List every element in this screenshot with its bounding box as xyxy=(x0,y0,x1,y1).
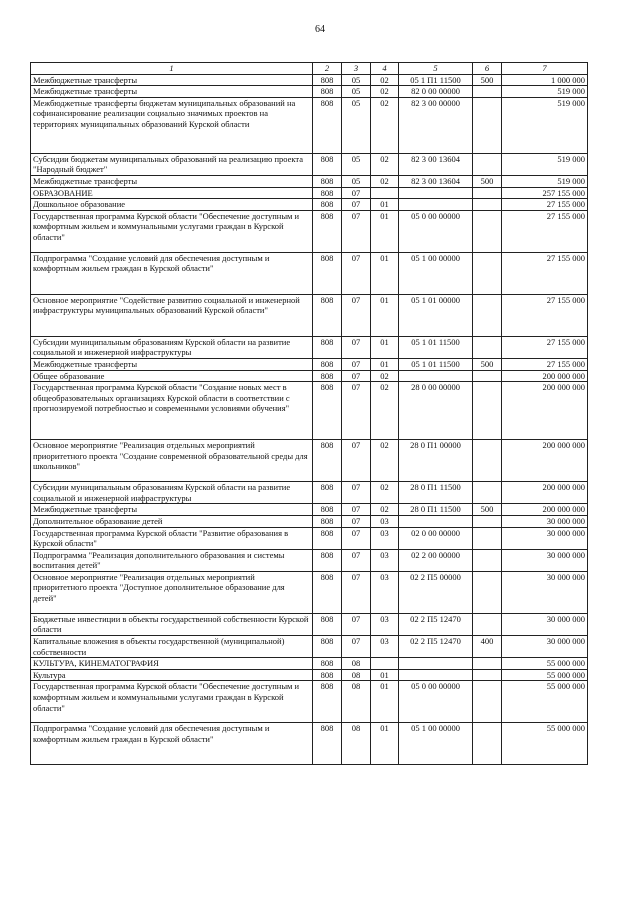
ministry-code-cell: 808 xyxy=(313,440,342,482)
row-name-cell: Основное мероприятие "Реализация отдельных мероприятий приоритетного проекта "Создание современной образовательной среды для школьников" xyxy=(31,440,313,482)
ministry-code-cell: 808 xyxy=(313,636,342,658)
subsection-cell: 02 xyxy=(371,97,399,153)
row-name-cell: Подпрограмма "Создание условий для обеспечения доступным и комфортным жильем граждан в Курской области" xyxy=(31,252,313,294)
table-row xyxy=(31,658,588,670)
row-name-cell: КУЛЬТУРА, КИНЕМАТОГРАФИЯ xyxy=(31,658,313,670)
subsection-cell: 03 xyxy=(371,549,399,571)
target-article-cell: 28 0 00 00000 xyxy=(399,382,473,440)
expense-type-cell xyxy=(473,613,502,635)
table-row xyxy=(31,482,588,504)
amount-cell: 200 000 000 xyxy=(502,482,588,504)
column-header: 2 xyxy=(313,63,342,75)
amount-cell: 200 000 000 xyxy=(502,504,588,516)
table-row xyxy=(31,336,588,358)
amount-cell: 30 000 000 xyxy=(502,527,588,549)
subsection-cell: 03 xyxy=(371,571,399,613)
column-header: 6 xyxy=(473,63,502,75)
table-row xyxy=(31,86,588,98)
ministry-code-cell: 808 xyxy=(313,175,342,187)
amount-cell: 55 000 000 xyxy=(502,669,588,681)
table-row xyxy=(31,440,588,482)
table-row xyxy=(31,613,588,635)
amount-cell: 27 155 000 xyxy=(502,199,588,211)
row-name-cell: Субсидии муниципальным образованиям Курской области на развитие социальной и инженерной инфраструктуры xyxy=(31,482,313,504)
amount-cell: 30 000 000 xyxy=(502,571,588,613)
target-article-cell: 28 0 П1 11500 xyxy=(399,482,473,504)
subsection-cell: 03 xyxy=(371,613,399,635)
amount-cell: 30 000 000 xyxy=(502,636,588,658)
row-name-cell: Государственная программа Курской области "Развитие образования в Курской области" xyxy=(31,527,313,549)
subsection-cell: 02 xyxy=(371,440,399,482)
section-cell: 07 xyxy=(342,571,371,613)
table-row xyxy=(31,358,588,370)
target-article-cell xyxy=(399,515,473,527)
column-header: 5 xyxy=(399,63,473,75)
target-article-cell xyxy=(399,370,473,382)
row-name-cell: Государственная программа Курской области "Обеспечение доступным и комфортным жильем и коммунальными услугами граждан в Курской области" xyxy=(31,210,313,252)
ministry-code-cell: 808 xyxy=(313,294,342,336)
amount-cell: 200 000 000 xyxy=(502,440,588,482)
subsection-cell: 01 xyxy=(371,210,399,252)
target-article-cell: 05 1 П1 11500 xyxy=(399,74,473,86)
section-cell: 07 xyxy=(342,504,371,516)
subsection-cell xyxy=(371,187,399,199)
expense-type-cell xyxy=(473,210,502,252)
target-article-cell xyxy=(399,199,473,211)
ministry-code-cell: 808 xyxy=(313,74,342,86)
section-cell: 08 xyxy=(342,723,371,765)
row-name-cell: Дошкольное образование xyxy=(31,199,313,211)
subsection-cell: 02 xyxy=(371,175,399,187)
ministry-code-cell: 808 xyxy=(313,571,342,613)
section-cell: 05 xyxy=(342,74,371,86)
table-row xyxy=(31,669,588,681)
ministry-code-cell: 808 xyxy=(313,527,342,549)
section-cell: 07 xyxy=(342,294,371,336)
row-name-cell: Общее образование xyxy=(31,370,313,382)
subsection-cell: 01 xyxy=(371,294,399,336)
amount-cell: 519 000 xyxy=(502,175,588,187)
expense-type-cell xyxy=(473,199,502,211)
target-article-cell: 02 2 П5 12470 xyxy=(399,636,473,658)
row-name-cell: Подпрограмма "Реализация дополнительного образования и системы воспитания детей" xyxy=(31,549,313,571)
target-article-cell: 05 1 00 00000 xyxy=(399,252,473,294)
amount-cell: 55 000 000 xyxy=(502,658,588,670)
subsection-cell: 02 xyxy=(371,74,399,86)
target-article-cell xyxy=(399,187,473,199)
subsection-cell: 01 xyxy=(371,252,399,294)
ministry-code-cell: 808 xyxy=(313,504,342,516)
ministry-code-cell: 808 xyxy=(313,210,342,252)
subsection-cell: 02 xyxy=(371,153,399,175)
subsection-cell: 02 xyxy=(371,382,399,440)
table-row xyxy=(31,527,588,549)
target-article-cell: 05 0 00 00000 xyxy=(399,210,473,252)
ministry-code-cell: 808 xyxy=(313,86,342,98)
subsection-cell: 01 xyxy=(371,358,399,370)
amount-cell: 55 000 000 xyxy=(502,723,588,765)
amount-cell: 1 000 000 xyxy=(502,74,588,86)
expense-type-cell: 500 xyxy=(473,504,502,516)
ministry-code-cell: 808 xyxy=(313,336,342,358)
ministry-code-cell: 808 xyxy=(313,549,342,571)
target-article-cell: 05 1 01 11500 xyxy=(399,336,473,358)
amount-cell: 30 000 000 xyxy=(502,515,588,527)
amount-cell: 519 000 xyxy=(502,86,588,98)
table-row xyxy=(31,210,588,252)
table-row xyxy=(31,636,588,658)
section-cell: 08 xyxy=(342,669,371,681)
section-cell: 07 xyxy=(342,210,371,252)
subsection-cell: 01 xyxy=(371,723,399,765)
section-cell: 07 xyxy=(342,199,371,211)
row-name-cell: Межбюджетные трансферты xyxy=(31,175,313,187)
target-article-cell: 02 0 00 00000 xyxy=(399,527,473,549)
expense-type-cell xyxy=(473,723,502,765)
expense-type-cell xyxy=(473,681,502,723)
row-name-cell: Государственная программа Курской области "Обеспечение доступным и комфортным жильем и коммунальными услугами граждан в Курской области" xyxy=(31,681,313,723)
section-cell: 07 xyxy=(342,636,371,658)
subsection-cell: 01 xyxy=(371,199,399,211)
expense-type-cell: 500 xyxy=(473,175,502,187)
expense-type-cell: 400 xyxy=(473,636,502,658)
row-name-cell: Дополнительное образование детей xyxy=(31,515,313,527)
section-cell: 07 xyxy=(342,527,371,549)
row-name-cell: Основное мероприятие "Содействие развитию социальной и инженерной инфраструктуры муниципальных образований Курской области" xyxy=(31,294,313,336)
section-cell: 07 xyxy=(342,336,371,358)
column-header-row xyxy=(31,63,588,75)
expense-type-cell: 500 xyxy=(473,358,502,370)
section-cell: 07 xyxy=(342,613,371,635)
ministry-code-cell: 808 xyxy=(313,97,342,153)
table-row xyxy=(31,187,588,199)
ministry-code-cell: 808 xyxy=(313,723,342,765)
ministry-code-cell: 808 xyxy=(313,681,342,723)
section-cell: 07 xyxy=(342,187,371,199)
row-name-cell: Капитальные вложения в объекты государственной (муниципальной) собственности xyxy=(31,636,313,658)
section-cell: 07 xyxy=(342,370,371,382)
row-name-cell: Основное мероприятие "Реализация отдельных мероприятий приоритетного проекта "Доступное дополнительное образование для детей" xyxy=(31,571,313,613)
expense-type-cell xyxy=(473,515,502,527)
table-row xyxy=(31,370,588,382)
target-article-cell: 05 1 00 00000 xyxy=(399,723,473,765)
expense-type-cell xyxy=(473,440,502,482)
subsection-cell: 01 xyxy=(371,681,399,723)
amount-cell: 27 155 000 xyxy=(502,210,588,252)
expense-type-cell xyxy=(473,97,502,153)
row-name-cell: Бюджетные инвестиции в объекты государственной собственности Курской области xyxy=(31,613,313,635)
subsection-cell: 02 xyxy=(371,370,399,382)
section-cell: 05 xyxy=(342,86,371,98)
row-name-cell: Государственная программа Курской области "Создание новых мест в общеобразовательных организациях Курской области в соответствии с прогнозируемой потребностью и современными условиями обучения" xyxy=(31,382,313,440)
row-name-cell: Межбюджетные трансферты xyxy=(31,74,313,86)
table-row xyxy=(31,97,588,153)
expense-type-cell xyxy=(473,669,502,681)
table-row xyxy=(31,252,588,294)
ministry-code-cell: 808 xyxy=(313,658,342,670)
expense-type-cell xyxy=(473,252,502,294)
expense-type-cell xyxy=(473,549,502,571)
ministry-code-cell: 808 xyxy=(313,358,342,370)
column-header: 1 xyxy=(31,63,313,75)
column-header: 4 xyxy=(371,63,399,75)
row-name-cell: Культура xyxy=(31,669,313,681)
subsection-cell xyxy=(371,658,399,670)
table-row xyxy=(31,549,588,571)
subsection-cell: 01 xyxy=(371,669,399,681)
amount-cell: 519 000 xyxy=(502,153,588,175)
ministry-code-cell: 808 xyxy=(313,199,342,211)
target-article-cell: 02 2 П5 12470 xyxy=(399,613,473,635)
expense-type-cell xyxy=(473,294,502,336)
section-cell: 07 xyxy=(342,482,371,504)
table-row xyxy=(31,199,588,211)
amount-cell: 27 155 000 xyxy=(502,252,588,294)
expense-type-cell xyxy=(473,382,502,440)
subsection-cell: 02 xyxy=(371,504,399,516)
target-article-cell xyxy=(399,669,473,681)
column-header: 3 xyxy=(342,63,371,75)
expense-type-cell: 500 xyxy=(473,74,502,86)
section-cell: 07 xyxy=(342,515,371,527)
target-article-cell: 82 3 00 13604 xyxy=(399,175,473,187)
subsection-cell: 03 xyxy=(371,515,399,527)
ministry-code-cell: 808 xyxy=(313,669,342,681)
section-cell: 07 xyxy=(342,382,371,440)
section-cell: 05 xyxy=(342,153,371,175)
target-article-cell: 05 1 01 00000 xyxy=(399,294,473,336)
target-article-cell: 82 3 00 00000 xyxy=(399,97,473,153)
row-name-cell: ОБРАЗОВАНИЕ xyxy=(31,187,313,199)
section-cell: 07 xyxy=(342,440,371,482)
section-cell: 05 xyxy=(342,97,371,153)
expense-type-cell xyxy=(473,527,502,549)
amount-cell: 200 000 000 xyxy=(502,370,588,382)
table-row xyxy=(31,504,588,516)
table-row xyxy=(31,294,588,336)
amount-cell: 257 155 000 xyxy=(502,187,588,199)
table-row xyxy=(31,571,588,613)
section-cell: 08 xyxy=(342,658,371,670)
target-article-cell: 28 0 П1 11500 xyxy=(399,504,473,516)
ministry-code-cell: 808 xyxy=(313,515,342,527)
column-header: 7 xyxy=(502,63,588,75)
target-article-cell: 02 2 П5 00000 xyxy=(399,571,473,613)
expense-type-cell xyxy=(473,153,502,175)
amount-cell: 27 155 000 xyxy=(502,336,588,358)
subsection-cell: 03 xyxy=(371,527,399,549)
target-article-cell: 02 2 00 00000 xyxy=(399,549,473,571)
section-cell: 08 xyxy=(342,681,371,723)
expense-type-cell xyxy=(473,370,502,382)
target-article-cell xyxy=(399,658,473,670)
table-row xyxy=(31,681,588,723)
subsection-cell: 02 xyxy=(371,482,399,504)
budget-table xyxy=(30,62,588,765)
row-name-cell: Межбюджетные трансферты xyxy=(31,358,313,370)
target-article-cell: 05 1 01 11500 xyxy=(399,358,473,370)
amount-cell: 30 000 000 xyxy=(502,549,588,571)
target-article-cell: 05 0 00 00000 xyxy=(399,681,473,723)
table-row xyxy=(31,74,588,86)
section-cell: 07 xyxy=(342,358,371,370)
section-cell: 05 xyxy=(342,175,371,187)
section-cell: 07 xyxy=(342,549,371,571)
amount-cell: 519 000 xyxy=(502,97,588,153)
subsection-cell: 01 xyxy=(371,336,399,358)
ministry-code-cell: 808 xyxy=(313,370,342,382)
row-name-cell: Межбюджетные трансферты бюджетам муниципальных образований на софинансирование реализации социально значимых проектов на территориях муниципальных образований Курской области xyxy=(31,97,313,153)
amount-cell: 200 000 000 xyxy=(502,382,588,440)
subsection-cell: 03 xyxy=(371,636,399,658)
ministry-code-cell: 808 xyxy=(313,382,342,440)
table-row xyxy=(31,175,588,187)
row-name-cell: Межбюджетные трансферты xyxy=(31,504,313,516)
page-number: 64 xyxy=(315,24,325,35)
row-name-cell: Субсидии муниципальным образованиям Курской области на развитие социальной и инженерной инфраструктуры xyxy=(31,336,313,358)
section-cell: 07 xyxy=(342,252,371,294)
expense-type-cell xyxy=(473,86,502,98)
table-row xyxy=(31,723,588,765)
table-row xyxy=(31,515,588,527)
target-article-cell: 82 0 00 00000 xyxy=(399,86,473,98)
ministry-code-cell: 808 xyxy=(313,153,342,175)
expense-type-cell xyxy=(473,658,502,670)
row-name-cell: Межбюджетные трансферты xyxy=(31,86,313,98)
target-article-cell: 28 0 П1 00000 xyxy=(399,440,473,482)
row-name-cell: Субсидии бюджетам муниципальных образований на реализацию проекта "Народный бюджет" xyxy=(31,153,313,175)
table-row xyxy=(31,153,588,175)
target-article-cell: 82 3 00 13604 xyxy=(399,153,473,175)
expense-type-cell xyxy=(473,187,502,199)
expense-type-cell xyxy=(473,571,502,613)
row-name-cell: Подпрограмма "Создание условий для обеспечения доступным и комфортным жильем граждан в Курской области" xyxy=(31,723,313,765)
amount-cell: 27 155 000 xyxy=(502,358,588,370)
ministry-code-cell: 808 xyxy=(313,613,342,635)
ministry-code-cell: 808 xyxy=(313,187,342,199)
amount-cell: 30 000 000 xyxy=(502,613,588,635)
table-row xyxy=(31,382,588,440)
expense-type-cell xyxy=(473,482,502,504)
amount-cell: 27 155 000 xyxy=(502,294,588,336)
ministry-code-cell: 808 xyxy=(313,252,342,294)
ministry-code-cell: 808 xyxy=(313,482,342,504)
amount-cell: 55 000 000 xyxy=(502,681,588,723)
expense-type-cell xyxy=(473,336,502,358)
subsection-cell: 02 xyxy=(371,86,399,98)
